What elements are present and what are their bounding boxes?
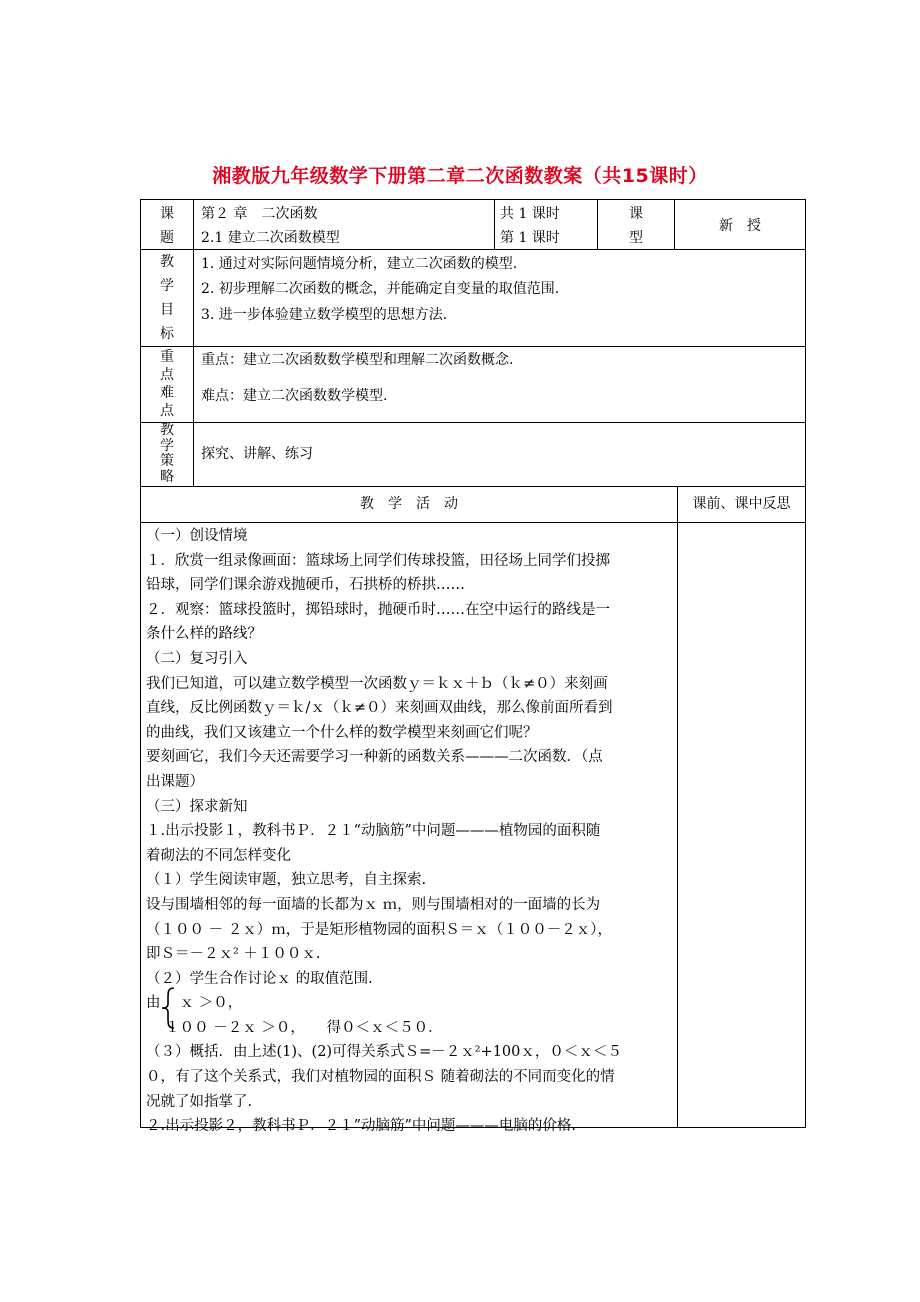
goals-label: 教 学 目 标 [160, 254, 174, 342]
activity-line: （１）学生阅读审题，独立思考，自主探索. [146, 872, 427, 889]
activity-line: （二）复习引入 [146, 650, 248, 667]
reflection-header: 课前、课中反思 [692, 496, 791, 512]
key-points-label: 重 点 难 点 [160, 349, 174, 419]
activity-line: 着砌法的不同怎样变化 [146, 847, 291, 864]
activity-line: １.出示投影１，教科书Ｐ．２１“动脑筋”中问题———植物园的面积随 [146, 823, 601, 840]
activity-line: （１００ － ２ｘ）ｍ，于是矩形植物园的面积Ｓ＝ｘ（１００－２ｘ）， [146, 921, 612, 938]
goal-item: 3. 进一步体验建立数学模型的思想方法. [201, 307, 448, 323]
activity-line: 我们已知道，可以建立数学模型一次函数ｙ＝ｋｘ＋ｂ（ｋ≠０）来刻画 [146, 675, 608, 692]
activity-line: ０，有了这个关系式，我们对植物园的面积Ｓ 随着砌法的不同而变化的情 [146, 1069, 615, 1086]
activity-line: 要刻画它，我们今天还需要学习一种新的函数关系———二次函数．（点 [146, 749, 603, 766]
activity-line: 即Ｓ＝－２ｘ² ＋１００ｘ. [146, 946, 321, 963]
section-title: 2.1 建立二次函数模型 [201, 230, 340, 246]
activity-line: ２.出示投影２，教科书Ｐ．２１”动脑筋”中问题———电脑的价格. [146, 1118, 577, 1135]
activity-line: （三）探求新知 [146, 798, 248, 815]
activity-line: １００ －２ｘ ＞０， 得０＜ｘ＜５０． [146, 1019, 443, 1036]
difficult-point: 难点：建立二次函数数学模型. [201, 388, 388, 404]
activity-line: 况就了如指掌了. [146, 1093, 253, 1110]
activity-line: 的曲线，我们又该建立一个什么样的数学模型来刻画它们呢？ [146, 724, 538, 741]
activity-line: 铅球，同学们课余游戏抛硬币，石拱桥的桥拱…… [146, 577, 465, 594]
type-label: 课 型 [629, 206, 643, 246]
activity-line: 设与围墙相邻的每一面墙的长都为ｘ ｍ，则与围墙相对的一面墙的长为 [146, 896, 601, 913]
activity-line: （２）学生合作讨论ｘ 的取值范围. [146, 970, 373, 987]
current-hour: 第 1 课时 [500, 230, 560, 246]
chapter-title: 第２ 章 二次函数 [201, 206, 318, 222]
type-value: 新 授 [719, 218, 761, 234]
activity-line: 直线，反比例函数ｙ＝ｋ/ｘ（ｋ≠０）来刻画双曲线，那么像前面所看到 [146, 700, 613, 717]
activity-content [146, 524, 676, 1139]
brace-icon [160, 986, 176, 1030]
total-hours: 共 1 课时 [500, 206, 560, 222]
activity-line: 由 ｘ ＞０， [146, 995, 243, 1012]
document-title: 湘教版九年级数学下册第二章二次函数教案（共15课时） [212, 165, 708, 187]
activity-line: （３）概括．由上述(1)、(2)可得关系式Ｓ=－２ｘ²+100ｘ，０＜ｘ＜５ [146, 1044, 622, 1061]
activity-line: １．欣赏一组录像画面：篮球场上同学们传球投篮，田径场上同学们投掷 [146, 552, 610, 569]
activity-line: ２．观察：篮球投篮时，掷铅球时，抛硬币时……在空中运行的路线是一 [146, 601, 610, 618]
strategy-label: 教 学 策 略 [160, 422, 174, 485]
activity-header: 教 学 活 动 [360, 496, 458, 512]
activity-line: 出课题） [146, 773, 204, 790]
topic-label: 课 题 [160, 206, 174, 246]
strategy-value: 探究、讲解、练习 [201, 446, 313, 462]
goal-item: 1. 通过对实际问题情境分析，建立二次函数的模型. [201, 256, 518, 272]
key-point: 重点：建立二次函数数学模型和理解二次函数概念. [201, 352, 514, 368]
activity-line: 条什么样的路线？ [146, 626, 262, 643]
goal-item: 2. 初步理解二次函数的概念，并能确定自变量的取值范围. [201, 281, 560, 297]
activity-line: （一）创设情境 [146, 528, 248, 544]
